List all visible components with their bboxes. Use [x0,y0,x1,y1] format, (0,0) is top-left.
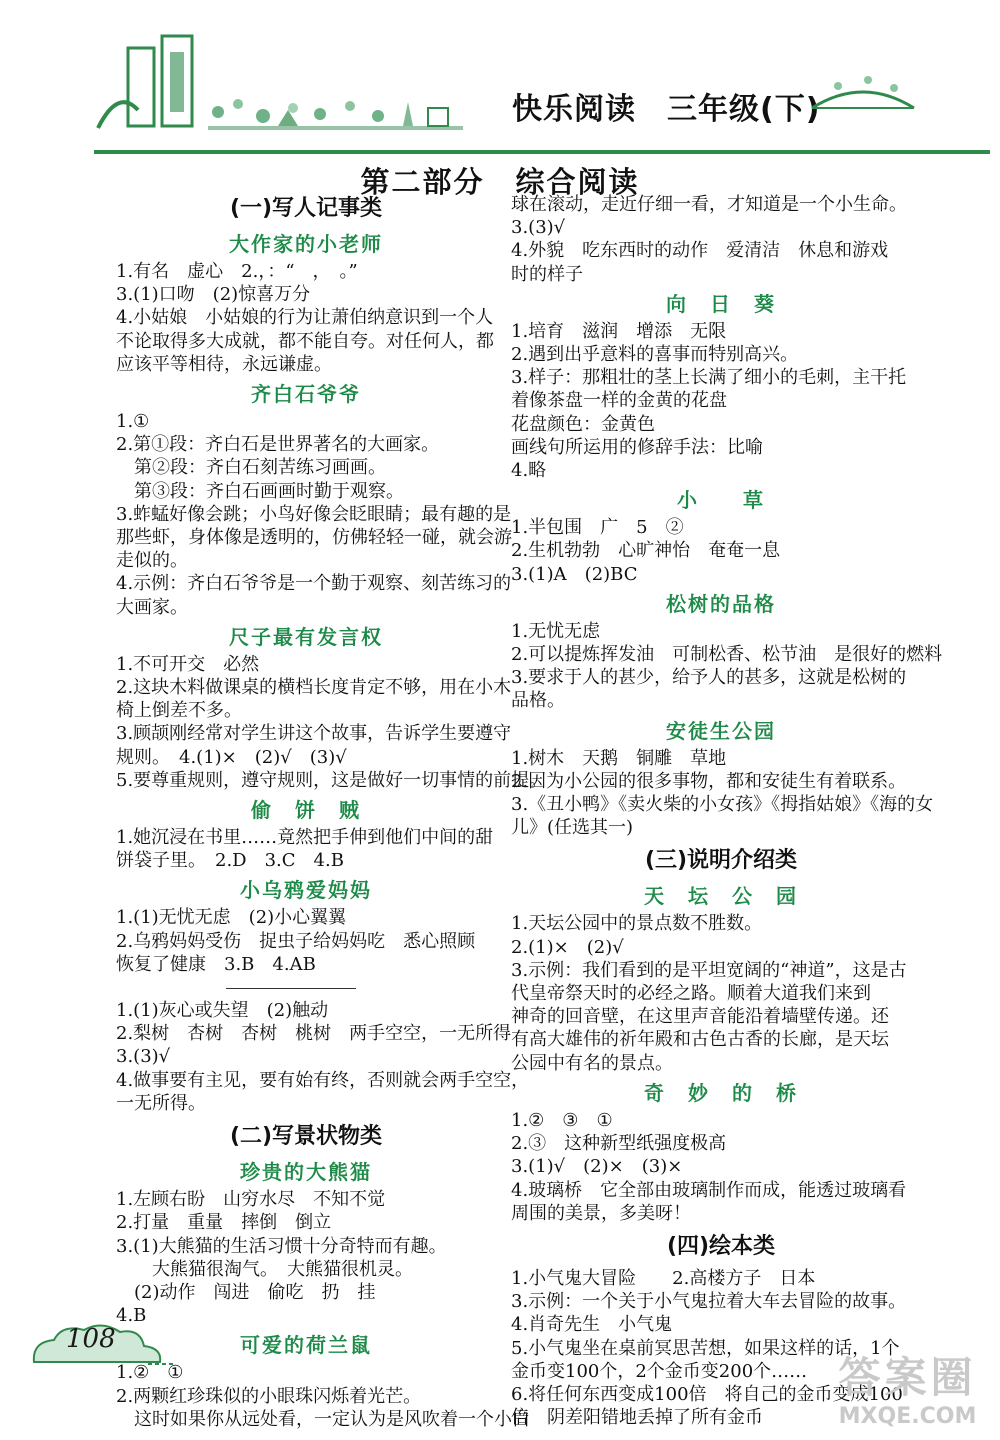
answer-line: 3.顾颉刚经常对学生讲这个故事，告诉学生要遵守 [116,723,512,745]
answer-line: 恢复了健康 3.B 4.AB [116,953,316,975]
answer-line: 1.① [116,411,150,433]
answer-line: 2.遇到出乎意料的喜事而特别高兴。 [511,344,799,366]
answer-line: 3.(1)√ (2)× (3)× [511,1156,683,1178]
answer-line: 4.小姑娘 小姑娘的行为让萧伯纳意识到一个人 [116,307,494,329]
answer-line: 3.要求于人的甚少，给予人的甚多，这就是松树的 [511,667,907,689]
answer-line: 金币变100个，2个金币变200个…… [511,1360,808,1382]
section-title: 小乌鸦爱妈妈 [240,878,372,903]
answer-line: 大画家。 [116,596,188,618]
section-title: 奇 妙 的 桥 [644,1080,798,1105]
answer-line: 时的样子 [511,263,583,285]
answer-line: 4.做事要有主见，要有始有终，否则就会两手空空， [116,1069,530,1091]
answer-line: 这时如果你从远处看，一定认为是风吹着一个小白 [116,1408,530,1430]
title-blank-underline [226,988,356,989]
answer-line: 1.不可开交 必然 [116,653,260,675]
answer-line: 4.示例：齐白石爷爷是一个勤于观察、刻苦练习的 [116,573,512,595]
category-heading: (二)写景状物类 [229,1124,383,1150]
answer-line: 2.因为小公园的很多事物，都和安徒生有着联系。 [511,770,907,792]
answer-line: 5.要尊重规则，遵守规则，这是做好一切事情的前提。 [116,769,548,791]
answer-line: 周围的美景，多美呀！ [511,1202,691,1224]
section-title: 珍贵的大熊猫 [240,1160,372,1185]
answer-line: 倍 阴差阳错地丢掉了所有金币 [511,1407,763,1429]
answer-line: 大熊猫很淘气。 大熊猫很机灵。 [116,1258,413,1280]
answer-line: 4.略 [511,460,547,482]
page-header [0,0,1000,160]
answer-line: 规则。 4.(1)× (2)√ (3)√ [116,746,347,768]
answer-line: 1.半包围 广 5 ② [511,517,684,539]
answer-line: (2)动作 闯进 偷吃 扔 挂 [116,1281,376,1303]
section-title: 尺子最有发言权 [229,624,383,649]
watermark-url: MXQE.COM [838,1404,977,1429]
answer-line: 3.(3)√ [116,1046,171,1068]
answer-line: 走似的。 [116,550,188,572]
answer-line: 品格。 [511,690,565,712]
answer-line: 1.(1)无忧无虑 (2)小心翼翼 [116,907,347,929]
answer-line: 一无所得。 [116,1092,206,1114]
answer-line: 那些虾，身体像是透明的，仿佛轻轻一碰，就会游 [116,527,512,549]
right-column [511,193,943,1429]
answer-line: 1.② ① [116,1362,184,1384]
page-number: 108 [66,1324,116,1354]
answer-line: 4.玻璃桥 它全部由玻璃制作而成，能透过玻璃看 [511,1179,907,1201]
answer-line: 不论取得多大成就，都不能自夸。对任何人，都 [116,330,494,352]
answer-line: 1.她沉浸在书里……竟然把手伸到他们中间的甜 [116,827,494,849]
answer-line: 代皇帝祭天时的必经之路。顺着大道我们来到 [511,983,871,1005]
section-title: 安徒生公园 [666,718,776,743]
answer-line: 画线句所运用的修辞手法：比喻 [511,436,763,458]
answer-line: 第③段：齐白石画画时勤于观察。 [116,480,404,502]
answer-line: 2.③ 这种新型纸强度极高 [511,1133,727,1155]
answer-line: 1.培育 滋润 增添 无限 [511,320,727,342]
answer-line: 2.乌鸦妈妈受伤 捉虫子给妈妈吃 悉心照顾 [116,930,476,952]
bridge-decoration-icon [808,72,918,120]
answer-line: 球在滚动，走近仔细一看，才知道是一个小生命。 [511,194,907,215]
answer-line: 2.这块木料做课桌的横档长度肯定不够，用在小木 [116,677,512,699]
section-title: 大作家的小老师 [229,232,383,256]
answer-line: 着像茶盘一样的金黄的花盘 [511,390,727,412]
answer-line: 5.小气鬼坐在桌前冥思苦想，如果这样的话，1个 [511,1337,900,1359]
watermark-text: 答案圈 [838,1353,977,1402]
answer-line: 2.梨树 杏树 杏树 桃树 两手空空，一无所得 [116,1023,512,1045]
answer-line: 1.② ③ ① [511,1109,613,1131]
answer-line: 4.B [116,1305,147,1327]
answer-line: 3.(1)口吻 (2)惊喜万分 [116,284,311,306]
answer-line: 3.样子：那粗壮的茎上长满了细小的毛刺，主干托 [511,367,907,389]
campus-illustration-icon [88,28,468,148]
section-title: 可爱的荷兰鼠 [240,1333,372,1358]
answer-line: 3.《丑小鸭》《卖火柴的小女孩》《拇指姑娘》《海的女 [511,794,934,816]
watermark-logo [820,1352,995,1436]
category-heading: (三)说明介绍类 [644,848,798,874]
answer-line: 1.左顾右盼 山穷水尽 不知不觉 [116,1189,386,1211]
answer-line: 4.外貌 吃东西时的动作 爱清洁 休息和游戏 [511,240,889,262]
answer-line: 有高大雄伟的祈年殿和古色古香的长廊，是天坛 [511,1029,889,1051]
answer-line: 神奇的回音壁，在这里声音能沿着墙壁传递。还 [511,1006,889,1028]
answer-line: 2.可以提炼挥发油 可制松香、松节油 是很好的燃料 [511,644,943,666]
section-title: 天 坛 公 园 [644,884,798,909]
answer-line: 3.(3)√ [511,217,566,239]
answer-line: 2.(1)× (2)√ [511,936,624,958]
answer-line: 2.生机勃勃 心旷神怡 奄奄一息 [511,540,781,562]
answer-line: 3.(1)大熊猫的生活习惯十分奇特而有趣。 [116,1235,447,1257]
category-heading: (四)绘本类 [666,1233,776,1259]
section-title: 松树的品格 [666,591,776,616]
answer-line: 1.(1)灰心或失望 (2)触动 [116,1000,329,1022]
answer-line: 儿》(任选其一) [511,817,634,839]
answer-line: 1.无忧无虑 [511,620,601,642]
answer-line: 3.蚱蜢好像会跳；小鸟好像会眨眼睛；最有趣的是 [116,503,512,525]
answer-line: 3.(1)A (2)BC [511,563,638,585]
answer-line: 花盘颜色：金黄色 [511,413,655,435]
answer-line: 饼袋子里。 2.D 3.C 4.B [116,850,344,872]
section-title: 偷 饼 贼 [251,798,361,823]
answer-line: 公园中有名的景点。 [511,1052,673,1074]
answer-line: 1.树木 天鹅 铜雕 草地 [511,747,727,769]
section-title: 小 草 [677,488,765,513]
answer-line: 2.第①段：齐白石是世界著名的大画家。 [116,434,440,456]
answer-line: 1.小气鬼大冒险 2.高楼方子 日本 [511,1267,816,1289]
answer-line: 第②段：齐白石刻苦练习画画。 [116,457,386,479]
header-divider [94,150,990,154]
part-title: 第二部分 综合阅读 [360,165,640,199]
answer-line: 椅上倒差不多。 [116,700,242,722]
section-title: 齐白石爷爷 [251,382,361,407]
answer-line: 4.肖奇先生 小气鬼 [511,1314,673,1336]
answer-line: 3.示例：我们看到的是平坦宽阔的“神道”，这是古 [511,959,907,981]
section-title: 向 日 葵 [666,291,776,316]
answer-line: 应该平等相待，永远谦虚。 [116,353,332,375]
answer-line: 6.将任何东西变成100倍 将自己的金币变成100 [511,1383,903,1405]
answer-line: 1.天坛公园中的景点数不胜数。 [511,913,763,935]
answer-line: 2.两颗红珍珠似的小眼珠闪烁着光芒。 [116,1385,422,1407]
book-title: 快乐阅读 三年级(下) [512,92,821,127]
category-heading: (一)写人记事类 [229,196,383,221]
answer-line: 3.示例：一个关于小气鬼拉着大车去冒险的故事。 [511,1291,907,1313]
answer-line: 2.打量 重量 摔倒 倒立 [116,1212,332,1234]
answer-line: 1.有名 虚心 2.，：“ ， 。” [116,261,358,282]
